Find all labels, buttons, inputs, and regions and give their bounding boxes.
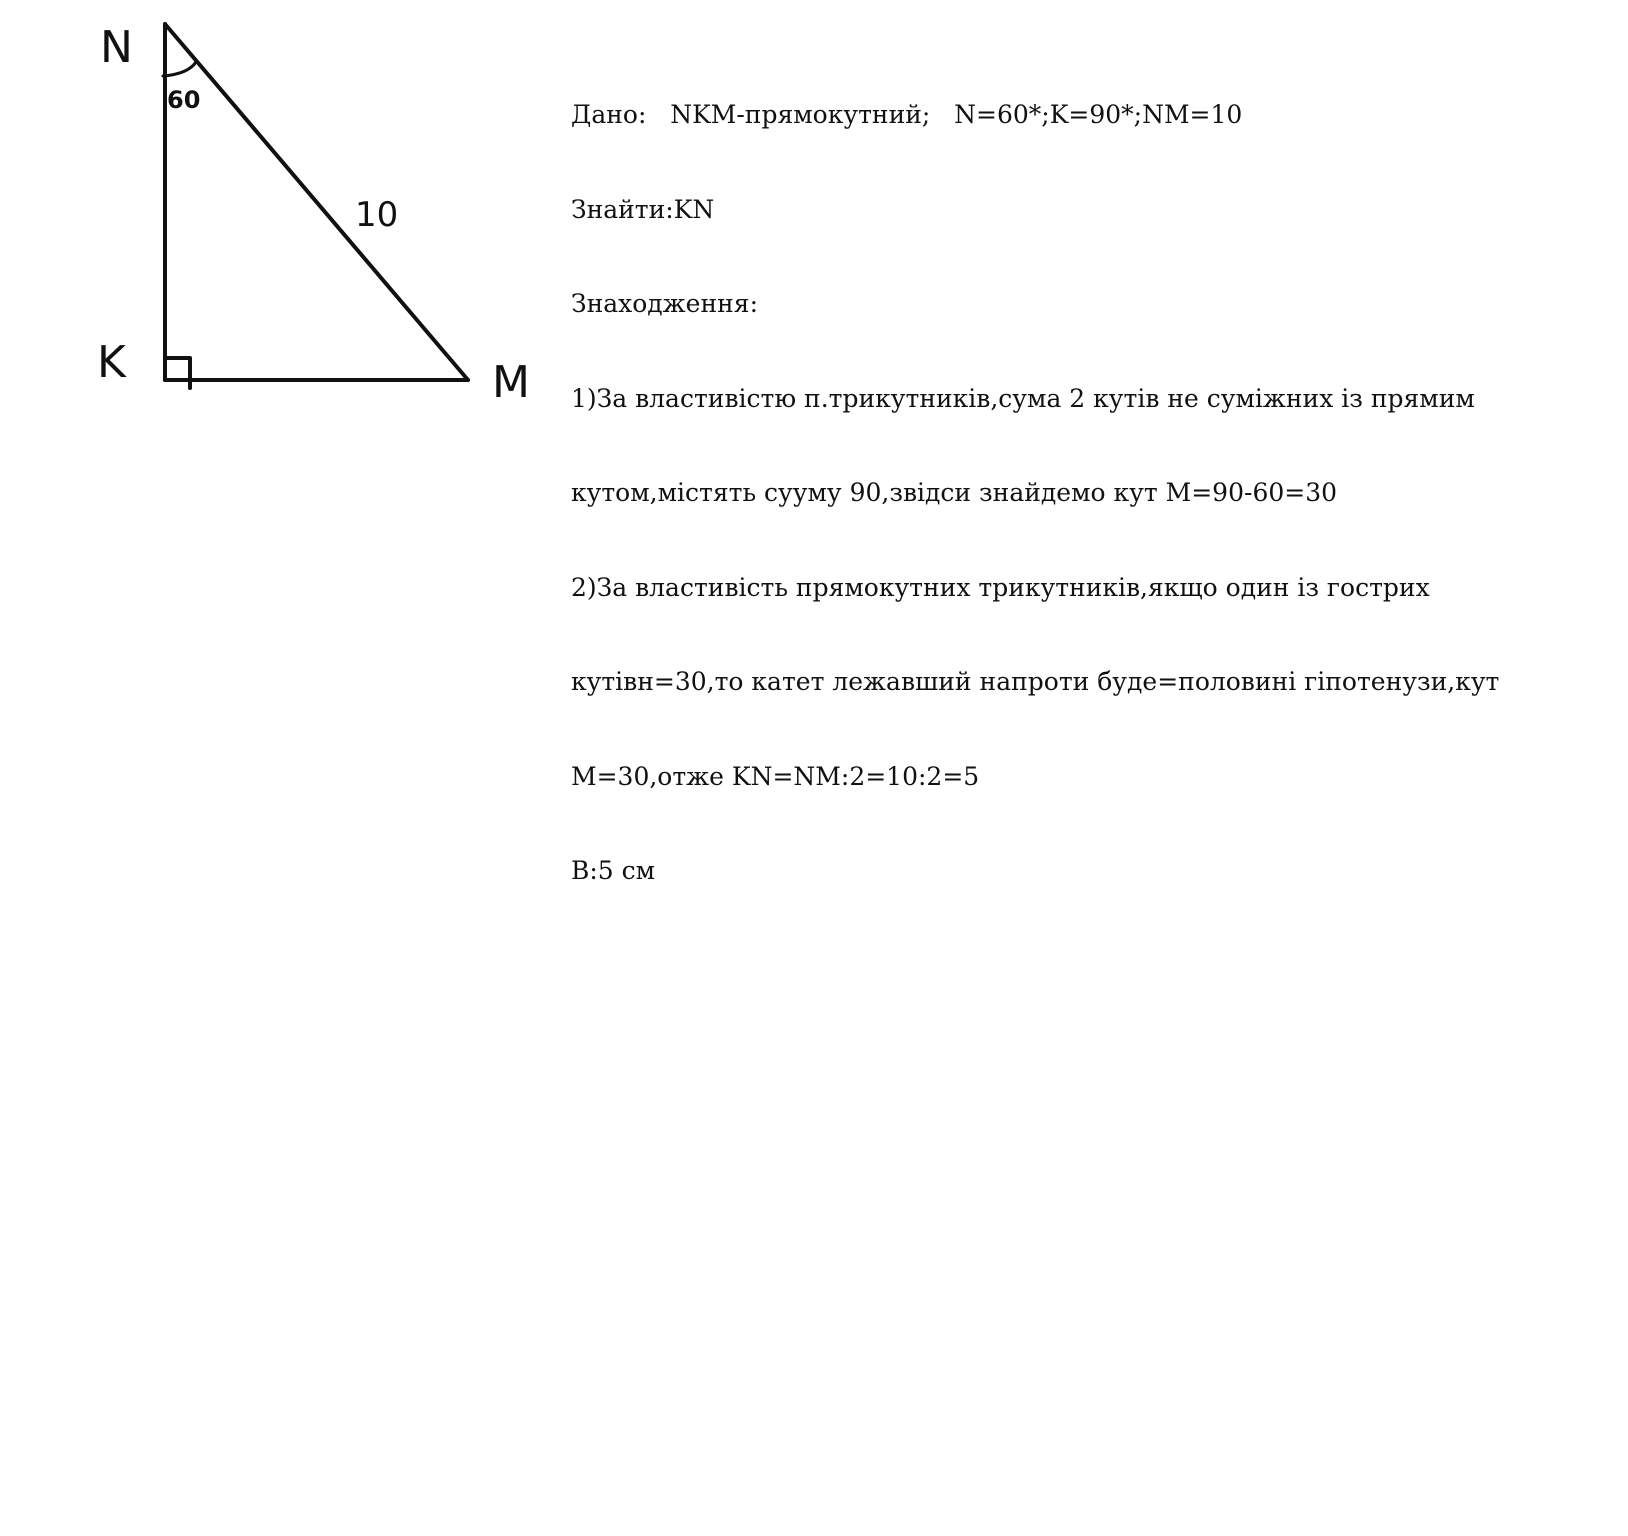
vertex-label-m: M: [492, 357, 530, 408]
vertex-label-n: N: [100, 22, 133, 73]
angle-n-label: 60: [167, 86, 201, 114]
solution-text: [571, 36, 1571, 918]
angle-n-arc: [163, 62, 196, 76]
finding-header: Знаходження:: [571, 289, 758, 318]
step2-line2: кутівн=30,то катет лежавший напроти буде=половині гіпотенузи,кут: [571, 667, 1500, 696]
hypotenuse-label: 10: [355, 195, 399, 235]
triangle-diagram: [0, 0, 560, 420]
right-angle-mark: [165, 358, 190, 388]
vertex-label-k: K: [97, 337, 126, 388]
step1-line1: 1)За властивістю п.трикутників,сума 2 кутів не суміжних із прямим: [571, 383, 1475, 413]
step2-line1: 2)За властивість прямокутних трикутників,якщо один із гострих: [571, 572, 1430, 602]
step1-line2: кутом,містять сууму 90,звідси знайдемо кут M=90-60=30: [571, 478, 1338, 507]
given-line: Дано: NKM-прямокутний; N=60*;K=90*;NM=10: [571, 100, 1243, 129]
side-nm-hypotenuse: [165, 24, 468, 380]
step2-line3: M=30,отже KN=NM:2=10:2=5: [571, 761, 980, 791]
find-line: Знайти:KN: [571, 194, 715, 224]
answer-line: В:5 см: [571, 856, 656, 885]
